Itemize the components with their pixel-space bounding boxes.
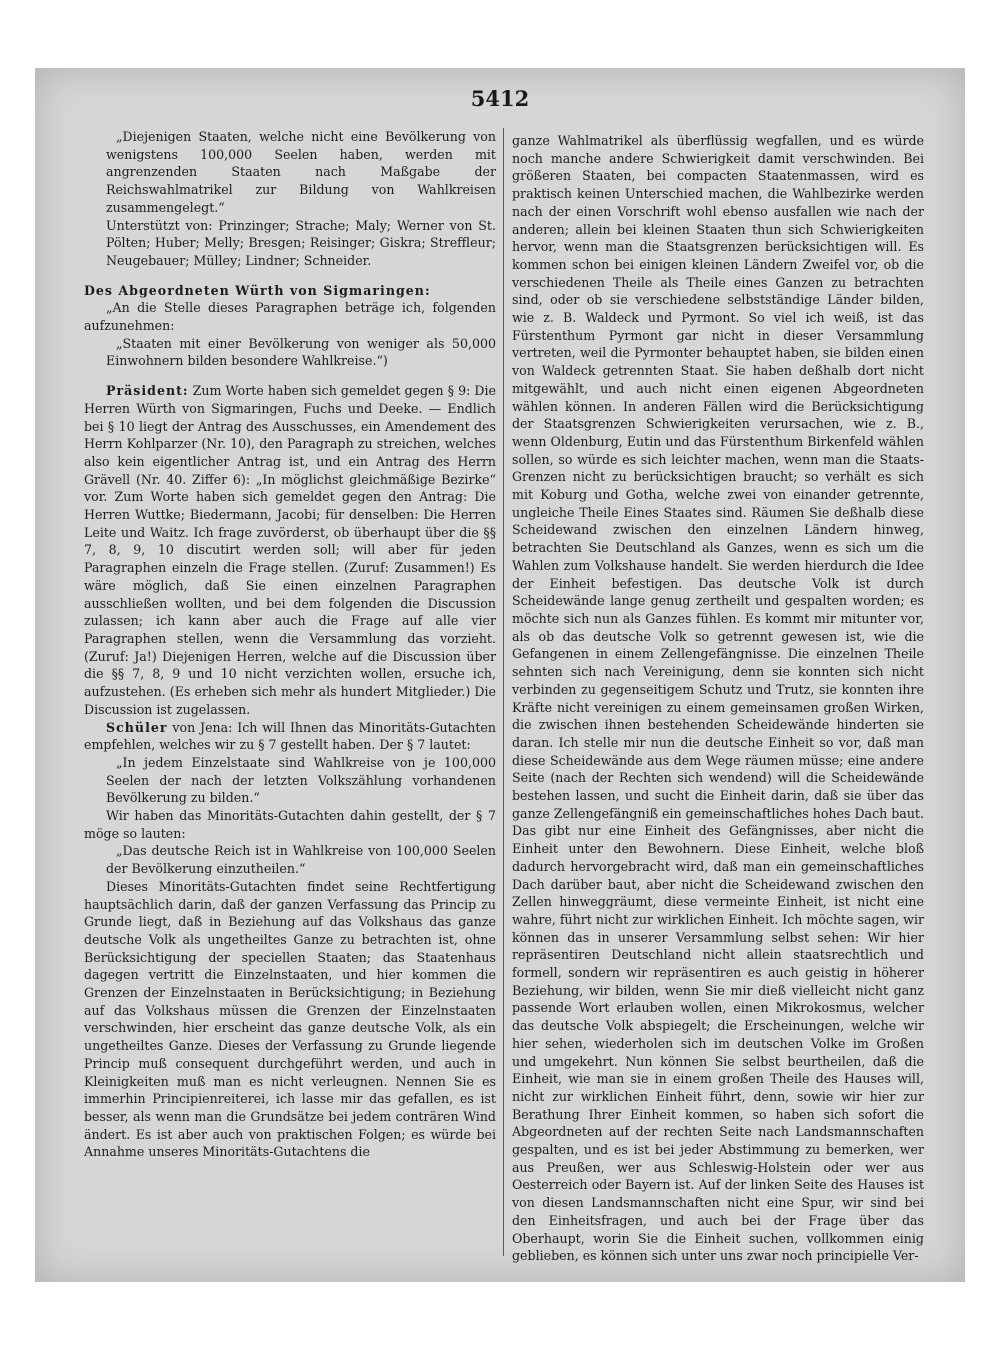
- president-speech: [84, 382, 496, 718]
- spacer: [84, 370, 496, 382]
- right-column-text: ganze Wahlmatrikel als überflüssig wegfallen, und es würde noch manche andere Schwierigkeit damit verschwinden. Bei größeren Staaten, bei compacten Staatenmassen, wird es praktisch keinen Unterschied machen, die Wahlbezirke werden nach der einen Vorschrift wohl ebenso ausfallen wie nach der anderen; allein bei kleinen Staaten thun sich Schwierigkeiten hervor, wenn man die Staatsgrenzen berücksichtigen will. Es kommen schon bei einigen kleinen Ländern Zweifel vor, ob die verschiedenen Theile als Theile eines Ganzen zu betrachten sind, oder ob sie verschiedene selbstständige Länder bilden, wie z. B. Waldeck und Pyrmont. So viel ich weiß, ist das Fürstenthum Pyrmont gar nicht in dieser Versammlung vertreten, weil die Pyrmonter behauptet haben, sie bilden einen von Waldeck getrennten Staat. Sie haben deßhalb dort nicht mitgewählt, und auch nicht einen eigenen Abgeordneten wählen können. In anderen Fällen wird die Berücksichtigung der Staatsgrenzen Schwierigkeiten verursachen, wie z. B., wenn Oldenburg, Eutin und das Fürstenthum Birkenfeld wählen sollen, so würde es sich leichter machen, wenn man die Staats-Grenzen nicht zu berücksichtigen braucht; so verhält es sich mit Koburg und Gotha, welche zwei von einander getrennte, ungleiche Theile Eines Staates sind. Räumen Sie deßhalb diese Scheidewand zwischen den einzelnen Ländern hinweg, betrachten Sie Deutschland als Ganzes, wenn es sich um die Wahlen zum Volkshause handelt. Sie werden hierdurch die Idee der Einheit befestigen. Das deutsche Volk ist durch Scheidewände lange genug zertheilt und gespalten worden; es möchte sich nun als Ganzes fühlen. Es kommt mir mitunter vor, als ob das deutsche Volk so getrennt gewesen ist, wie die Gefangenen in einem Zellengefängnisse. Die einzelnen Theile sehnten sich nach Vereinigung, denn sie konnten sich nicht verbinden zu gegenseitigem Schutz und Trutz, sie konnten ihre Kräfte nicht vereinigen zu einem gemeinsamen großen Wirken, die zwischen ihnen bestehenden Scheidewände hinderten sie daran. Ich stelle mir nun die deutsche Einheit so vor, daß man diese Scheidewände aus dem Wege räumen müsse; eine andere Seite (nach der Rechten sich wendend) will die Scheidewände bestehen lassen, und sucht die Einheit darin, daß sie über das ganze Zellengefängniß ein gemeinschaftliches hohes Dach baut. Das gibt nur eine Einheit des Gefängnisses, aber nicht die Einheit unter den Bewohnern. Diese Einheit, welche bloß dadurch hervorgebracht wird, daß man ein gemeinschaftliches Dach darüber baut, aber nicht die Scheidewand zwischen den Zellen hinweggräumt, diese vermeinte Einheit, ist nicht eine wahre, führt nicht zur wirklichen Einheit. Ich möchte sagen, wir können das in unserer Versammlung selbst sehen: Wir hier repräsentiren Deutschland nicht allein staatsrechtlich und formell, sondern wir repräsentiren es auch geistig in höherer Beziehung, wir bilden, wenn Sie mir dieß vielleicht nicht ganz passende Wort erlauben wollen, einen Mikrokosmus, welcher das deutsche Volk abspiegelt; die Erscheinungen, welche wir hier sehen, wiederholen sich im deutschen Volke im Großen und umgekehrt. Nun können Sie selbst beurtheilen, daß die Einheit, wie man sie in einem großen Theile des Hauses will, nicht zur wirklichen Einheit führt, denn, sowie wir hier zur Berathung Ihrer Einheit kommen, so haben sich sofort die Abgeordneten auf der rechten Seite nach Landsmannschaften gespalten, und es ist bei jeder Abstimmung zu bemerken, wer aus Preußen, wer aus Schleswig-Holstein oder wer aus Oesterreich oder Bayern ist. Auf der linken Seite des Hauses ist von diesen Landsmannschaften nicht eine Spur, wir sind bei den Einheitsfragen, und auch bei der Frage über das Oberhaupt, worin Sie die Einheit suchen, vollkommen einig geblieben, es können sich unter uns zwar noch principielle Ver-: [512, 133, 924, 1264]
- minority-intro: Wir haben das Minoritäts-Gutachten dahin gestellt, der § 7 möge so lauten:: [84, 808, 496, 841]
- page-number: 5412: [470, 86, 530, 111]
- speaker-schueler: Schüler: [106, 719, 168, 735]
- spacer: [84, 270, 496, 282]
- president-speech-text: Zum Worte haben sich gemeldet gegen § 9: Die Herren Würth von Sigmaringen, Fuchs und Deeke. — Endlich bei § 10 liegt der Antrag des Ausschusses, ein Amendement des Herrn Kohlparzer (Nr. 10), den Paragraph zu streichen, welches also kein eigentlicher Antrag ist, und ein Antrag des Herrn Grävell (Nr. 40. Ziffer 6): „In möglichst gleichmäßige Bezirke“ vor. Zum Worte haben sich gemeldet gegen den Antrag: Die Herren Wuttke; Biedermann, Jacobi; für denselben: Die Herren Leite und Waitz. Ich frage zuvörderst, ob überhaupt über die §§ 7, 8, 9, 10 discutirt werden soll; will aber für jeden Paragraphen einzeln die Frage stellen. (Zuruf: Zusammen!) Es wäre möglich, daß Sie einen einzelnen Paragraphen ausschließen wollten, und bei dem folgenden die Discussion zulassen; ich kann aber auch die Frage auf alle vier Paragraphen stellen, wenn die Versammlung das vorzieht. (Zuruf: Ja!) Diejenigen Herren, welche auf die Discussion über die §§ 7, 8, 9 und 10 nicht verzichten wollen, ersuche ich, aufzustehen. (Es erheben sich mehr als hundert Mitglieder.) Die Discussion ist zugelassen.: [84, 383, 496, 717]
- column-divider: [503, 128, 504, 1256]
- amendment-heading: Des Abgeordneten Würth von Sigmaringen:: [84, 282, 431, 298]
- left-column: [84, 128, 496, 1161]
- amendment-intro: „An die Stelle dieses Paragraphen beträge ich, folgenden aufzunehmen:: [84, 300, 496, 334]
- proposal-text: „Diejenigen Staaten, welche nicht eine Bevölkerung von wenigstens 100,000 Seelen haben, werden mit angrenzenden Staaten nach Maßgabe der Reichswahlmatrikel zur Bildung von Wahlkreisen zusammengelegt.“: [106, 129, 496, 215]
- supporters-list: Unterstützt von: Prinzinger; Strache; Maly; Werner von St. Pölten; Huber; Melly; Bresgen; Reisinger; Giskra; Streffleur; Neugebauer; Mülley; Lindner; Schneider.: [106, 217, 496, 268]
- paragraph-7-text: „In jedem Einzelstaate sind Wahlkreise von je 100,000 Seelen der nach der letzten Volkszählung vorhandenen Bevölkerung zu bilden.“: [106, 754, 496, 806]
- minority-justification: Dieses Minoritäts-Gutachten findet seine Rechtfertigung hauptsächlich darin, daß der ganzen Verfassung das Princip zu Grunde liegt, daß in Beziehung auf das Volkshaus das ganze deutsche Volk als ungetheiltes Ganze zu betrachten ist, ohne Berücksichtigung der speciellen Staaten; das Staatenhaus dagegen vertritt die Einzelnstaaten, und hier kommen die Grenzen der Einzelnstaaten in Berücksichtigung; in Beziehung auf das Volkshaus müssen die Grenzen der Einzelnstaaten verschwinden, hier erscheint das ganze deutsche Volk, als ein ungetheiltes Ganze. Dieses der Verfassung zu Grunde liegende Princip muß consequent durchgeführt werden, und auch in Kleinigkeiten muß man es nicht verleugnen. Nennen Sie es immerhin Principienreiterei, ich lasse mir das gefallen, es ist besser, als wenn man die Grundsätze bei jedem conträren Wind ändert. Es ist aber auch von praktischen Folgen; es würde bei Annahme unseres Minoritäts-Gutachtens die: [84, 878, 496, 1160]
- minority-text: „Das deutsche Reich ist in Wahlkreise von 100,000 Seelen der Bevölkerung einzutheilen.“: [106, 843, 496, 877]
- schueler-speech-text: von Jena: Ich will Ihnen das Minoritäts-Gutachten empfehlen, welches wir zu § 7 gestellt haben. Der § 7 lautet:: [84, 719, 496, 753]
- speaker-president: Präsident:: [106, 383, 189, 399]
- amendment-text: „Staaten mit einer Bevölkerung von weniger als 50,000 Einwohnern bilden besondere Wahlkreise.“): [106, 335, 496, 369]
- right-column: [512, 132, 924, 1265]
- schueler-speech: [84, 719, 496, 754]
